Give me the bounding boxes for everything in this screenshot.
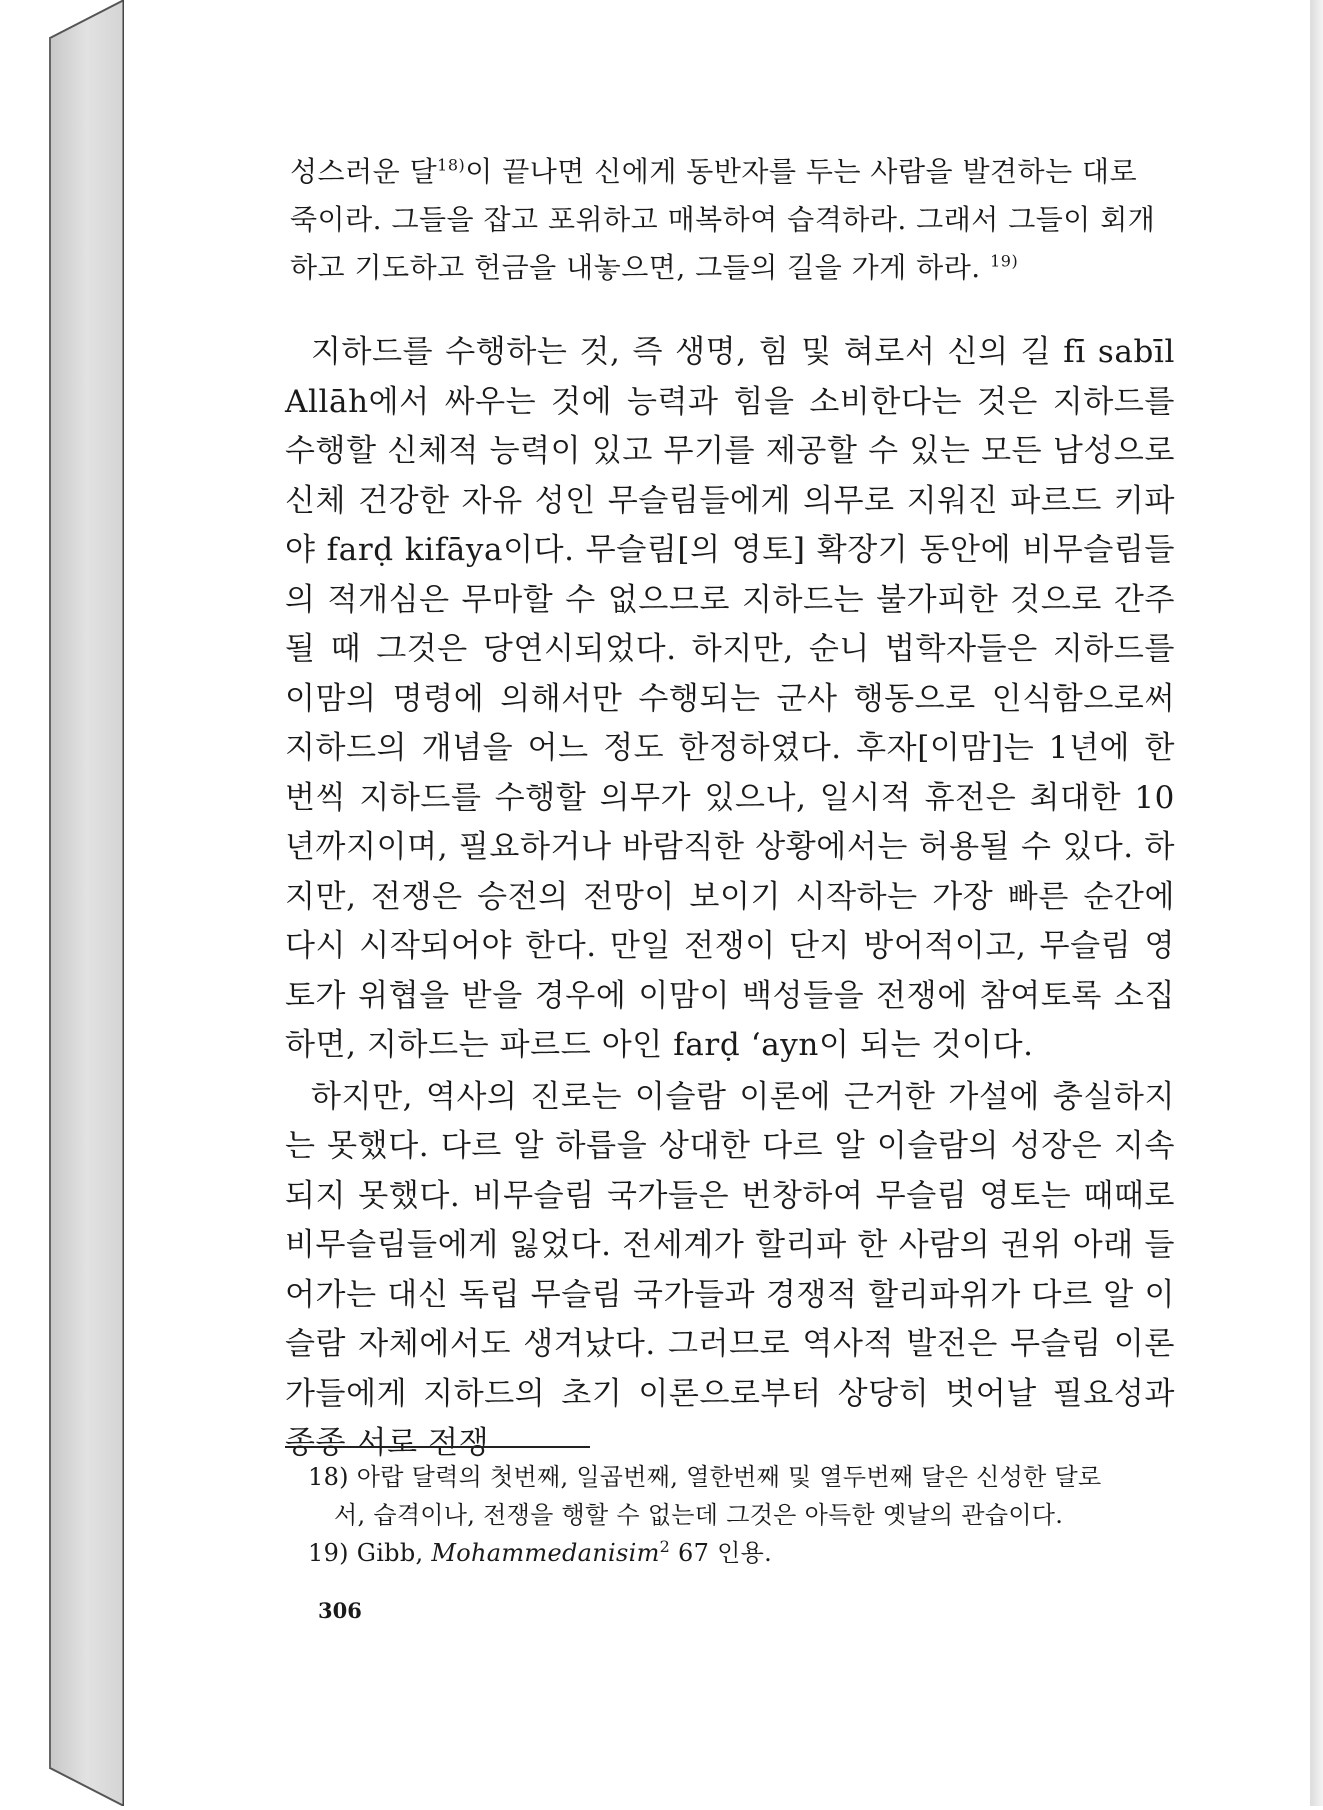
page-number: 306 [318,1598,362,1623]
body-text [285,328,1175,1469]
footnote-19-title: Mohammedanisim [431,1539,660,1567]
footnote-ref-19: 19) [990,251,1019,271]
footnote-19 [308,1534,1178,1572]
footnote-19-edition: 2 [659,1537,671,1556]
footnote-19-prefix: 19) Gibb, [308,1539,432,1567]
quote-text-start: 성스러운 달 [290,155,438,188]
footnote-19-suffix: 67 인용. [670,1539,773,1567]
block-quote [290,148,1170,292]
footnote-18 [308,1458,1178,1534]
paragraph-2: 하지만, 역사의 진로는 이슬람 이론에 근거한 가설에 충실하지는 못했다. 다르 알 하릅을 상대한 다르 알 이슬람의 성장은 지속되지 못했다. 비무슬림 국가들은 번창하여 무슬림 영토는 때때로 비무슬림들에게 잃었다. 전세계가 할리파 한 사람의 권위 아래 들어가는 대신 독립 무슬림 국가들과 경쟁적 할리파위가 다르 알 이슬람 자체에서도 생겨났다. 그러므로 역사적 발전은 무슬림 이론가들에게 지하드의 초기 이론으로부터 상당히 벗어날 필요성과 종종 서로 전쟁 [285,1078,1175,1461]
quote-text-rest: 이 끝나면 신에게 동반자를 두는 사람을 발견하는 대로 죽이라. 그들을 잡고 포위하고 매복하여 습격하라. 그래서 그들이 회개하고 기도하고 헌금을 내놓으면, 그들의 길을 가게 하라. [290,155,1156,284]
footnotes [308,1458,1178,1572]
footnote-divider [285,1446,590,1448]
page-right-edge [1310,0,1323,1806]
footnote-18-line-2: 서, 습격이나, 전쟁을 행할 수 없는데 그것은 아득한 옛날의 관습이다. [334,1501,1064,1529]
footnote-18-line-1: 18) 아랍 달력의 첫번째, 일곱번째, 열한번째 및 열두번째 달은 신성한 달로 [308,1463,1102,1491]
footnote-ref-18: 18) [437,155,466,175]
paragraph-1: 지하드를 수행하는 것, 즉 생명, 힘 및 혀로서 신의 길 fī sabīl Allāh에서 싸우는 것에 능력과 힘을 소비한다는 것은 지하드를 수행할 신체적 능력이 있고 무기를 제공할 수 있는 모든 남성으로 신체 건강한 자유 성인 무슬림들에게 의무로 지워진 파르드 키파야 farḍ kifāya이다. 무슬림[의 영토] 확장기 동안에 비무슬림들의 적개심은 무마할 수 없으므로 지하드는 불가피한 것으로 간주될 때 그것은 당연시되었다. 하지만, 순니 법학자들은 지하드를 이맘의 명령에 의해서만 수행되는 군사 행동으로 인식함으로써 지하드의 개념을 어느 정도 한정하였다. 후자[이맘]는 1년에 한 번씩 지하드를 수행할 의무가 있으나, 일시적 휴전은 최대한 10년까지이며, 필요하거나 바람직한 상황에서는 허용될 수 있다. 하지만, 전쟁은 승전의 전망이 보이기 시작하는 가장 빠른 순간에 다시 시작되어야 한다. 만일 전쟁이 단지 방어적이고, 무슬림 영토가 위협을 받을 경우에 이맘이 백성들을 전쟁에 참여토록 소집하면, 지하드는 파르드 아인 farḍ ‘ayn이 되는 것이다. [285,334,1175,1063]
quote-paragraph [290,148,1170,292]
